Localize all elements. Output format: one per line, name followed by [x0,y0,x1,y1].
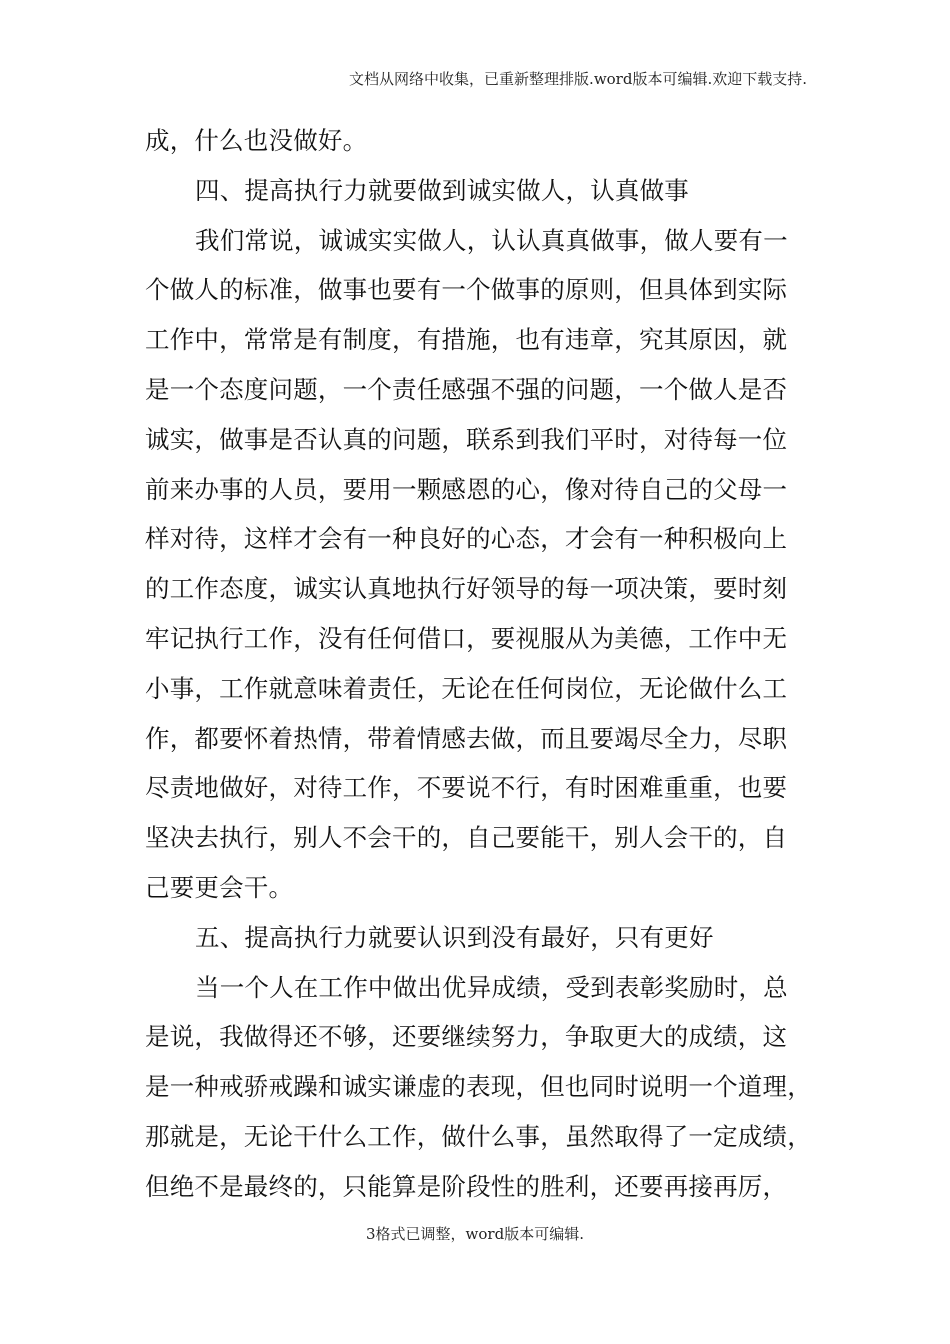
body-line: 个做人的标准，做事也要有一个做事的原则，但具体到实际 [145,275,788,305]
body-line: 样对待，这样才会有一种良好的心态，才会有一种积极向上 [145,524,788,554]
body-line: 诚实，做事是否认真的问题，联系到我们平时，对待每一位 [145,424,788,454]
body-line: 小事，工作就意味着责任，无论在任何岗位，无论做什么工 [145,673,788,703]
body-line: 我们常说，诚诚实实做人，认认真真做事，做人要有一 [195,225,788,255]
body-line: 牢记执行工作，没有任何借口，要视服从为美德，工作中无 [145,623,788,653]
body-line: 成，什么也没做好。 [145,126,368,155]
body-line: 当一个人在工作中做出优异成绩，受到表彰奖励时，总 [195,972,788,1002]
page-header-note: 文档从网络中收集，已重新整理排版.word版本可编辑.欢迎下载支持. [349,70,807,88]
body-line: 尽责地做好，对待工作，不要说不行，有时困难重重，也要 [145,773,788,803]
body-line: 但绝不是最终的，只能算是阶段性的胜利，还要再接再厉， [145,1171,788,1201]
page-footer-note: 3格式已调整，word版本可编辑. [366,1225,584,1243]
body-line: 那就是，无论干什么工作，做什么事，虽然取得了一定成绩， [145,1121,812,1151]
body-line: 工作中，常常是有制度，有措施，也有违章，究其原因，就 [145,325,788,355]
body-line: 己要更会干。 [145,872,294,902]
body-line: 前来办事的人员，要用一颗感恩的心，像对待自己的父母一 [145,474,788,504]
body-line: 的工作态度，诚实认真地执行好领导的每一项决策，要时刻 [145,574,788,604]
document-body [145,116,835,1212]
body-line: 是说，我做得还不够，还要继续努力，争取更大的成绩，这 [145,1022,788,1052]
body-line: 是一个态度问题，一个责任感强不强的问题，一个做人是否 [145,374,788,404]
section-heading-four: 四、提高执行力就要做到诚实做人，认真做事 [195,175,689,205]
body-line: 是一种戒骄戒躁和诚实谦虚的表现，但也同时说明一个道理， [145,1072,812,1102]
section-heading-five: 五、提高执行力就要认识到没有最好，只有更好 [195,922,714,952]
body-line: 作，都要怀着热情，带着情感去做，而且要竭尽全力，尽职 [145,723,788,753]
body-line: 坚决去执行，别人不会干的，自己要能干，别人会干的，自 [145,823,788,853]
